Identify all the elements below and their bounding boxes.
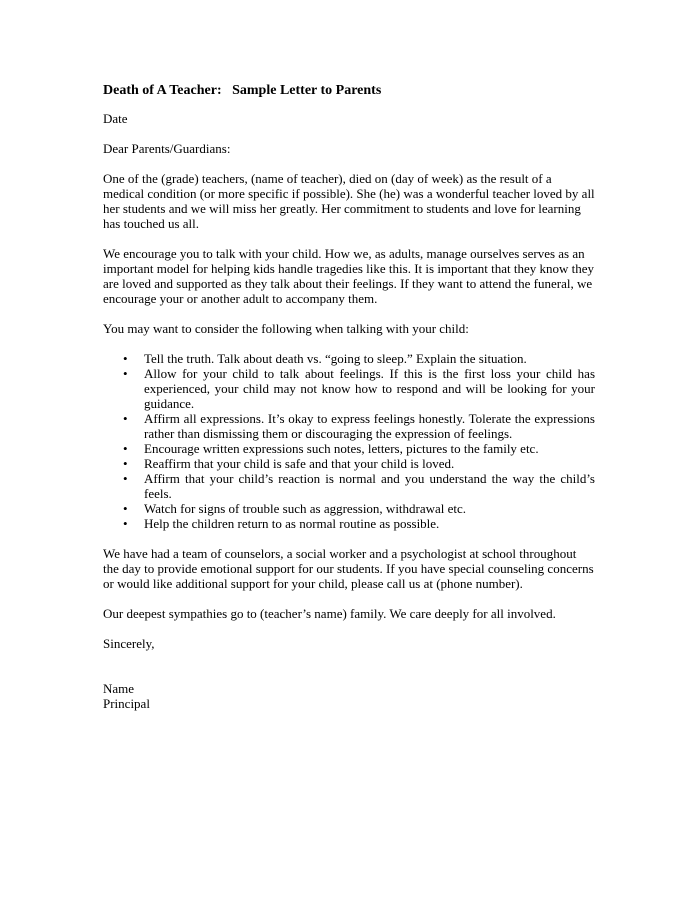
list-item [103, 471, 595, 501]
list-item-text: Affirm that your child’s reaction is normal and you understand the way the child’s feels. [144, 471, 595, 501]
list-item-text: Allow for your child to talk about feelings. If this is the first loss your child has experienced, your child may not know how to respond and will be looking for your guidance. [144, 366, 595, 411]
paragraph-sympathy: Our deepest sympathies go to (teacher’s name) family. We care deeply for all involved. [103, 606, 556, 621]
salutation: Dear Parents/Guardians: [103, 141, 231, 156]
list-item-text: Encourage written expressions such notes, letters, pictures to the family etc. [144, 441, 539, 456]
bullet-icon: • [123, 456, 128, 471]
list-intro: You may want to consider the following when talking with your child: [103, 321, 469, 336]
signature-space [103, 666, 595, 681]
bullet-icon: • [123, 351, 128, 366]
list-item-text: Affirm all expressions. It’s okay to express feelings honestly. Tolerate the expressions rather than dismissing them or discouraging the expression of feelings. [144, 411, 595, 441]
date-line: Date [103, 111, 128, 126]
list-item-text: Watch for signs of trouble such as aggression, withdrawal etc. [144, 501, 467, 516]
list-item [103, 351, 595, 366]
paragraph-support: We have had a team of counselors, a social worker and a psychologist at school throughout the day to provide emotional support for our students. If you have special counseling concerns or would like additional support for your child, please call us at (phone number). [103, 546, 594, 591]
document-title: Death of A Teacher: Sample Letter to Parents [103, 83, 382, 98]
list-item [103, 456, 595, 471]
bullet-icon: • [123, 411, 128, 426]
paragraph-announcement: One of the (grade) teachers, (name of teacher), died on (day of week) as the result of a medical condition (or more specific if possible). She (he) was a wonderful teacher loved by all her students and we will miss her greatly. Her commitment to students and love for learning has touched us all. [103, 171, 595, 231]
closing: Sincerely, [103, 636, 155, 651]
list-item [103, 501, 595, 516]
list-item [103, 441, 595, 456]
letter-body [103, 82, 595, 711]
bullet-icon: • [123, 516, 128, 531]
list-item-text: Tell the truth. Talk about death vs. “going to sleep.” Explain the situation. [144, 351, 527, 366]
list-item [103, 411, 595, 441]
advice-list [103, 351, 595, 531]
bullet-icon: • [123, 471, 128, 486]
list-item [103, 516, 595, 531]
bullet-icon: • [123, 366, 128, 381]
list-item-text: Help the children return to as normal routine as possible. [144, 516, 440, 531]
paragraph-encouragement: We encourage you to talk with your child. How we, as adults, manage ourselves serves as an important model for helping kids handle tragedies like this. It is important that they know they are loved and supported as they talk about their feelings. If they want to attend the funeral, we encourage your or another adult to accompany them. [103, 246, 595, 306]
signature-name: Name [103, 681, 135, 696]
list-item [103, 366, 595, 411]
bullet-icon: • [123, 441, 128, 456]
list-item-text: Reaffirm that your child is safe and that your child is loved. [144, 456, 455, 471]
signature-title: Principal [103, 696, 150, 711]
bullet-icon: • [123, 501, 128, 516]
